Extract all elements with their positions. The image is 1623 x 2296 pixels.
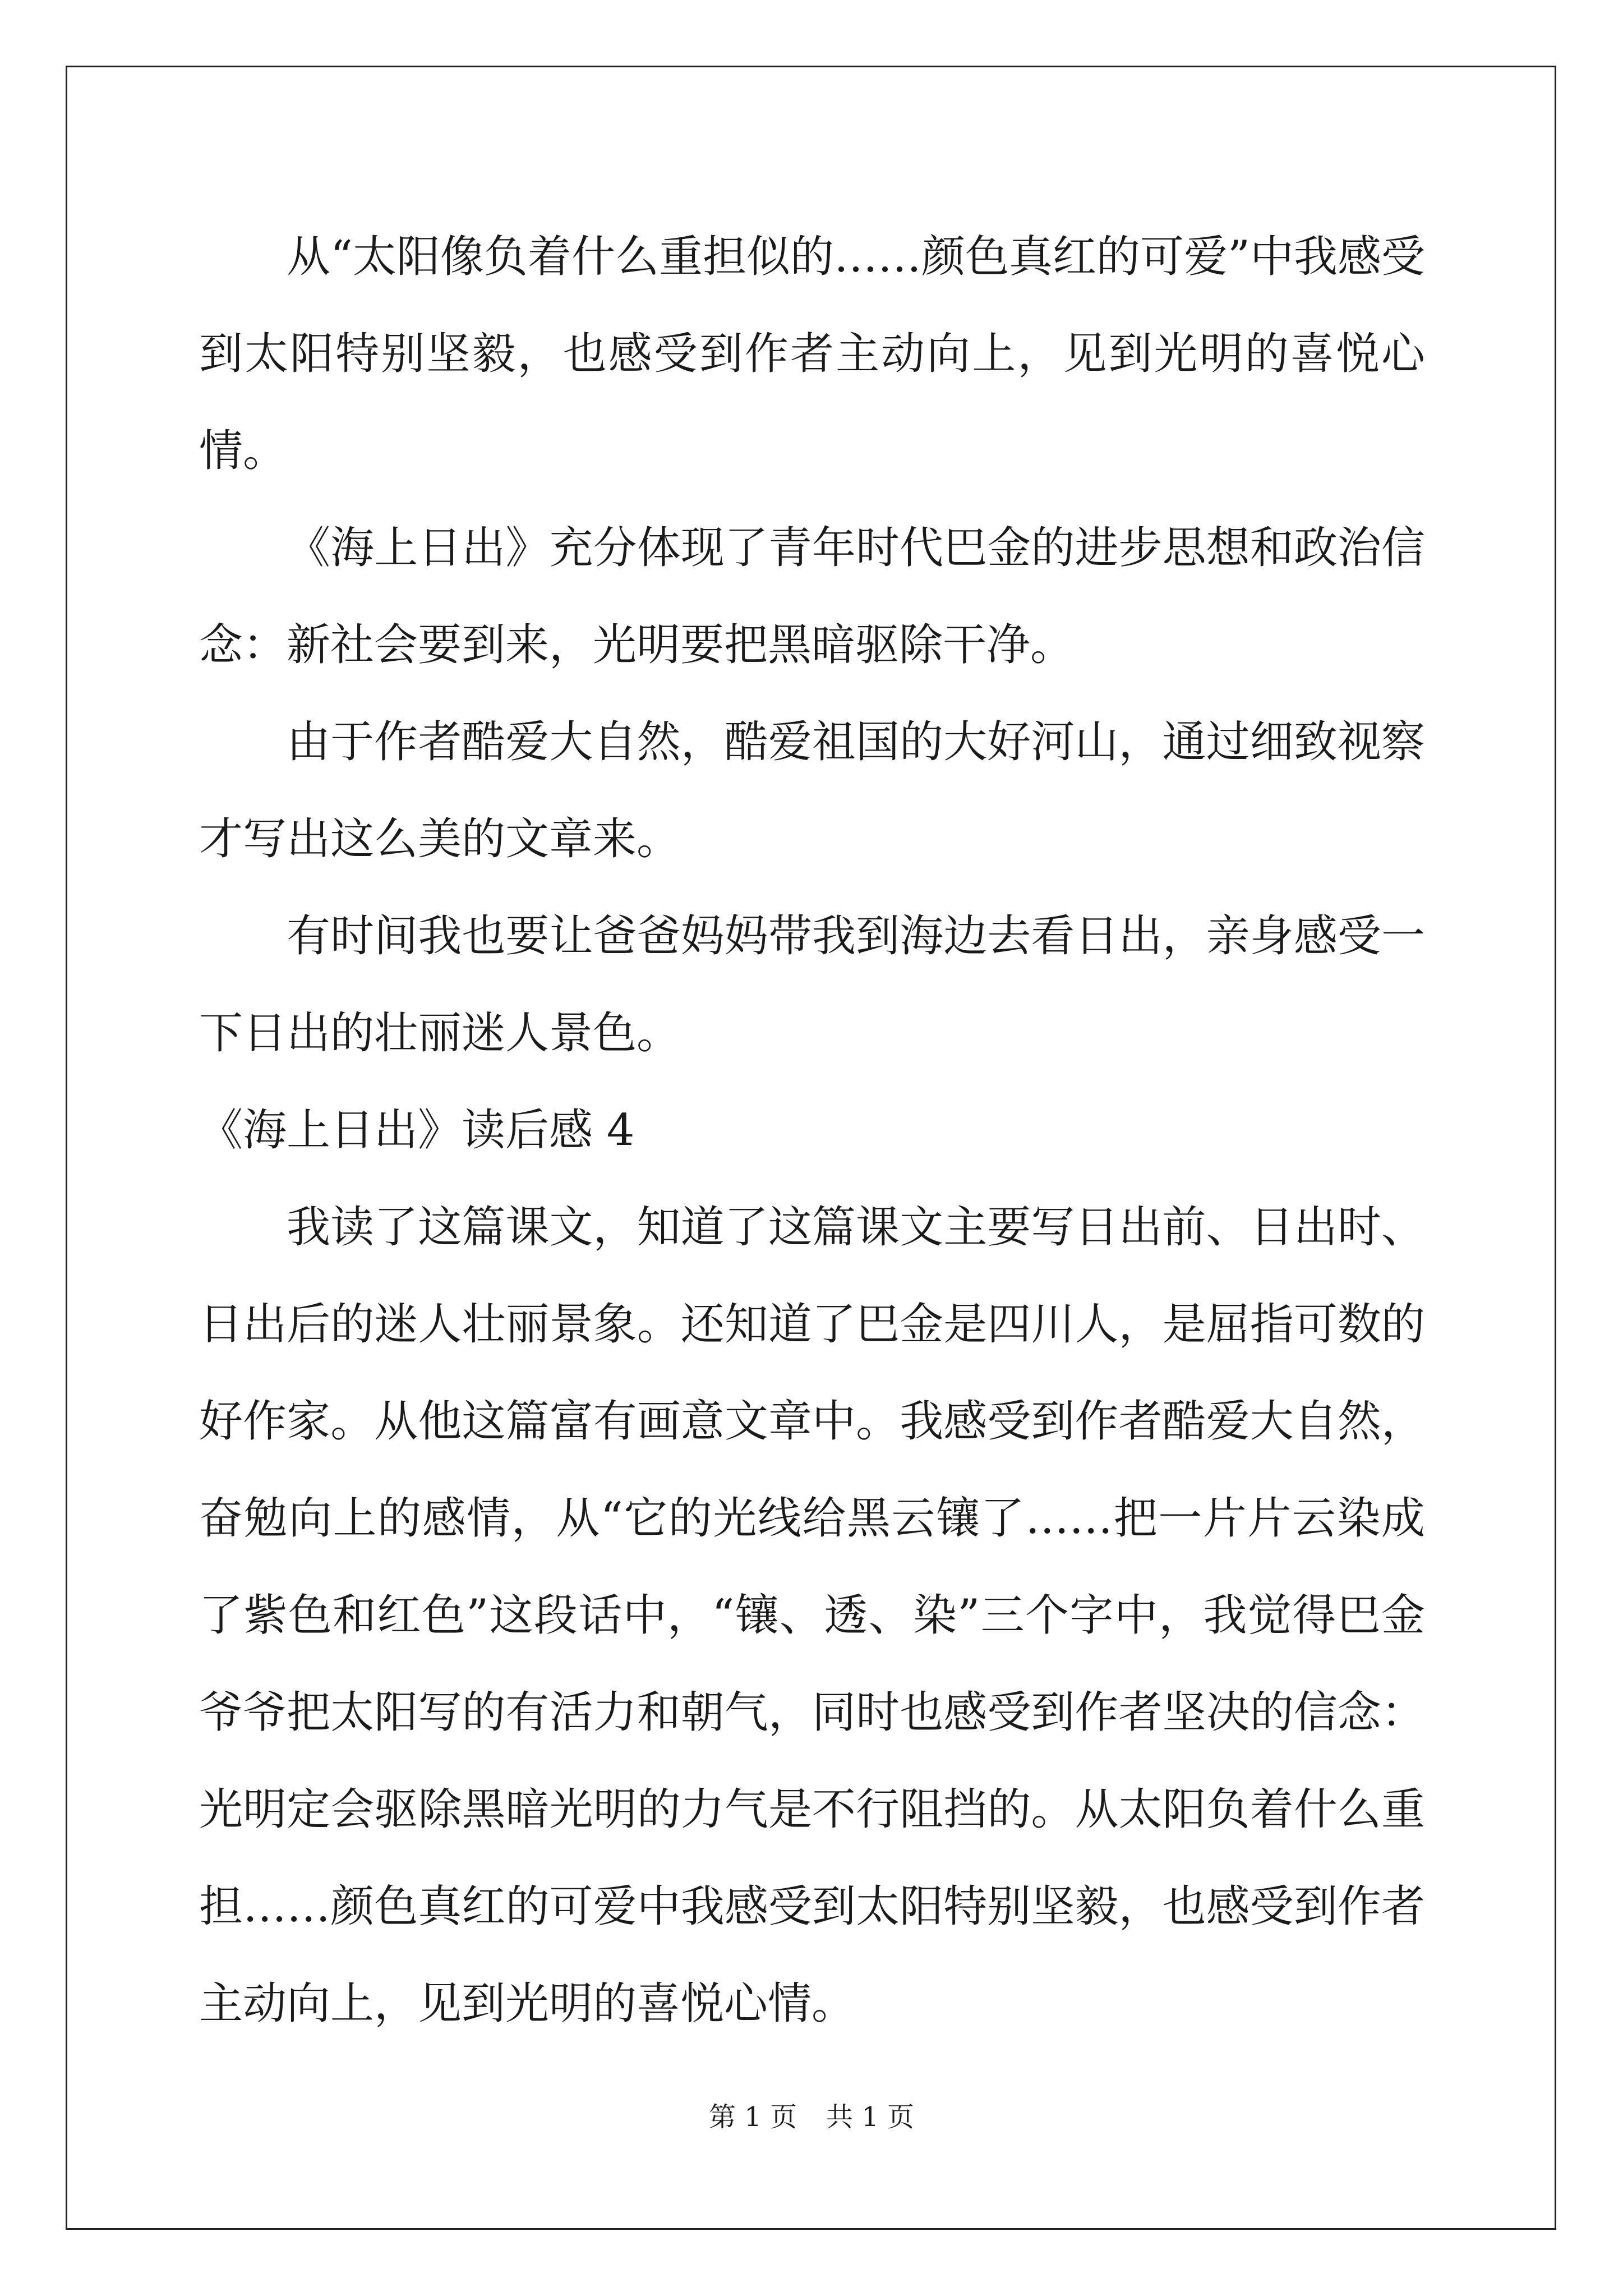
document-body xyxy=(199,209,1425,2053)
paragraph: 从“太阳像负着什么重担似的……颜色真红的可爱”中我感受到太阳特别坚毅，也感受到作者主动向上，见到光明的喜悦心情。 xyxy=(199,232,1425,476)
paragraph: 我读了这篇课文，知道了这篇课文主要写日出前、日出时、日出后的迷人壮丽景象。还知道了巴金是四川人，是屈指可数的好作家。从他这篇富有画意文章中。我感受到作者酷爱大自然，奋勉向上的感情，从“它的光线给黑云镶了……把一片片云染成了紫色和红色”这段话中，“镶、透、染”三个字中，我觉得巴金爷爷把太阳写的有活力和朝气，同时也感受到作者坚决的信念：光明定会驱除黑暗光明的力气是不行阻挡的。从太阳负着什么重担……颜色真红的可爱中我感受到太阳特别坚毅，也感受到作者主动向上，见到光明的喜悦心情。 xyxy=(199,1202,1425,2029)
page-total: 共 1 页 xyxy=(826,2101,915,2133)
page-footer xyxy=(0,2100,1623,2134)
section-heading: 《海上日出》读后感 4 xyxy=(199,1105,635,1156)
paragraph: 《海上日出》充分体现了青年时代巴金的进步思想和政治信念：新社会要到来，光明要把黑暗驱除干净。 xyxy=(199,523,1425,670)
page-number: 第 1 页 xyxy=(708,2101,797,2133)
paragraph: 有时间我也要让爸爸妈妈带我到海边去看日出，亲身感受一下日出的壮丽迷人景色。 xyxy=(199,911,1425,1059)
paragraph: 由于作者酷爱大自然，酷爱祖国的大好河山，通过细致视察才写出这么美的文章来。 xyxy=(199,717,1425,864)
